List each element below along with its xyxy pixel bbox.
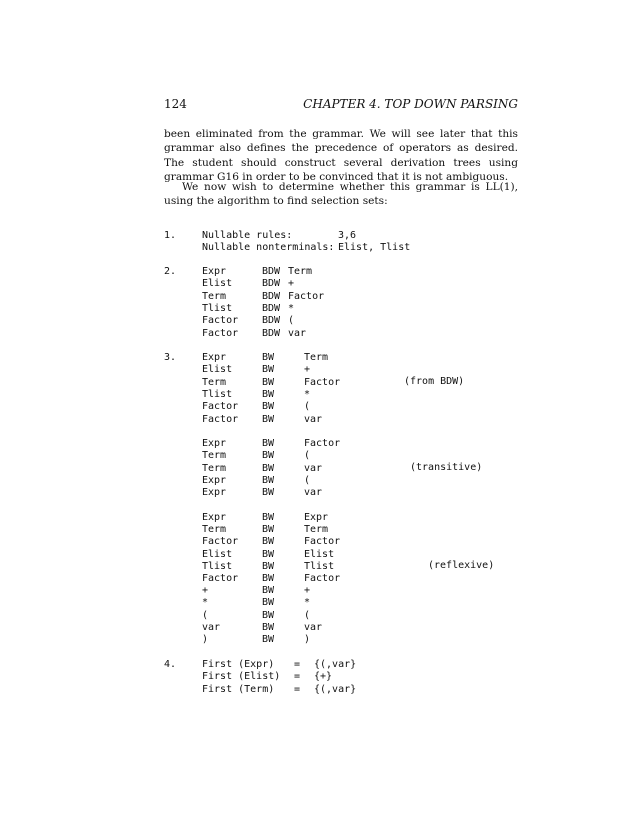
table-row-right: (	[304, 609, 311, 621]
table-row-right: var	[304, 462, 323, 474]
table-row-rel: BW	[262, 388, 275, 400]
table-row-rel: BW	[262, 438, 275, 449]
table-row-right: (	[304, 450, 311, 462]
table-row-right: +	[304, 585, 311, 597]
table-row-right: Factor	[304, 573, 341, 584]
table-row-rel: BDW	[262, 315, 281, 327]
table-row-left: Factor	[202, 536, 239, 548]
table-row-right: Expr	[304, 512, 329, 523]
table-row-rel: BW	[262, 621, 275, 633]
table-row-left: Factor	[202, 413, 239, 425]
nullable-rules-value: 3,6	[338, 230, 357, 241]
table-row-right: )	[304, 634, 311, 645]
table-row-rel: BW	[262, 609, 275, 621]
paragraph-1: been eliminated from the grammar. We will see later that this grammar also defines the precedence of operators as desired. The student should construct several derivation trees using grammar G16 in order to be convinced that it is not ambiguous.	[164, 128, 518, 184]
table-row-rel: =	[294, 683, 301, 695]
table-row-left: Tlist	[202, 302, 233, 314]
table-row-right: Term	[288, 266, 313, 277]
table-row-left: *	[202, 597, 209, 609]
table-row-rel: BW	[262, 413, 275, 425]
table-row-rel: BW	[262, 487, 275, 499]
table-row-rel: BW	[262, 548, 275, 560]
table-row-right: var	[304, 487, 323, 499]
table-row-right: Factor	[304, 536, 341, 548]
table-row-left: var	[202, 621, 221, 633]
table-row-rel: BDW	[262, 266, 281, 277]
table-row-left: Expr	[202, 438, 227, 449]
table-row-left: Tlist	[202, 560, 233, 572]
table-row-left: Expr	[202, 474, 227, 486]
nullable-rules-label: Nullable rules:	[202, 230, 293, 241]
table-row-rel: BW	[262, 634, 275, 645]
table-row-rel: BW	[262, 512, 275, 523]
step-4-number: 4.	[164, 659, 177, 670]
table-row-left: Elist	[202, 278, 233, 290]
table-row-right: var	[288, 327, 307, 339]
table-row-right: Tlist	[304, 560, 335, 572]
table-row-left: Term	[202, 376, 227, 388]
table-row-rel: BDW	[262, 327, 281, 339]
paragraph-2: We now wish to determine whether this grammar is LL(1), using the algorithm to find selection sets:	[164, 181, 518, 208]
step-3-number: 3.	[164, 352, 177, 363]
table-row-right: *	[304, 388, 311, 400]
chapter-title: CHAPTER 4. TOP DOWN PARSING	[303, 97, 518, 111]
table-row-right: Term	[304, 352, 329, 363]
table-row-left: Expr	[202, 352, 227, 363]
table-row-rel: BW	[262, 474, 275, 486]
table-row-left: Expr	[202, 512, 227, 523]
table-row-right: {+}	[314, 671, 333, 683]
table-row-right: +	[304, 364, 311, 376]
table-row-rel: BW	[262, 597, 275, 609]
table-row-left: Expr	[202, 487, 227, 499]
table-row-rel: =	[294, 659, 301, 670]
table-row-left: Term	[202, 290, 227, 302]
transitive-note: (transitive)	[410, 462, 483, 473]
table-row-right: {(,var}	[314, 683, 357, 695]
table-row-left: +	[202, 585, 209, 597]
table-row-rel: BW	[262, 536, 275, 548]
table-row-rel: BW	[262, 560, 275, 572]
table-row-right: *	[288, 302, 295, 314]
table-row-rel: BW	[262, 462, 275, 474]
page-number: 124	[164, 97, 187, 111]
table-row-left: Factor	[202, 327, 239, 339]
table-row-right: Factor	[304, 376, 341, 388]
table-row-rel: BW	[262, 364, 275, 376]
table-row-rel: BW	[262, 352, 275, 363]
table-row-rel: BW	[262, 450, 275, 462]
table-row-rel: BW	[262, 573, 275, 584]
from-bdw-note: (from BDW)	[404, 376, 465, 387]
table-row-right: var	[304, 621, 323, 633]
table-row-left: Elist	[202, 548, 233, 560]
table-row-right: Factor	[288, 290, 325, 302]
table-row-right: Factor	[304, 438, 341, 449]
table-row-rel: BDW	[262, 302, 281, 314]
step-1-number: 1.	[164, 230, 177, 241]
nullable-nonterminals-label: Nullable nonterminals:	[202, 242, 335, 253]
table-row-right: Elist	[304, 548, 335, 560]
reflexive-note: (reflexive)	[428, 560, 495, 571]
table-row-right: {(,var}	[314, 659, 357, 670]
table-row-left: Term	[202, 450, 227, 462]
table-row-right: var	[304, 413, 323, 425]
table-row-rel: BDW	[262, 278, 281, 290]
table-row-left: Tlist	[202, 388, 233, 400]
table-row-left: First (Term)	[202, 683, 275, 695]
table-row-right: (	[304, 474, 311, 486]
table-row-rel: BW	[262, 585, 275, 597]
table-row-left: )	[202, 634, 209, 645]
table-row-rel: BW	[262, 524, 275, 536]
table-row-rel: BW	[262, 401, 275, 413]
table-row-right: (	[288, 315, 295, 327]
table-row-right: +	[288, 278, 295, 290]
table-row-right: Term	[304, 524, 329, 536]
table-row-rel: =	[294, 671, 301, 683]
table-row-left: (	[202, 609, 209, 621]
table-row-left: Term	[202, 524, 227, 536]
table-row-left: Expr	[202, 266, 227, 277]
table-row-left: First (Expr)	[202, 659, 275, 670]
table-row-rel: BDW	[262, 290, 281, 302]
nullable-nonterminals-value: Elist, Tlist	[338, 242, 411, 253]
table-row-right: (	[304, 401, 311, 413]
table-row-right: *	[304, 597, 311, 609]
table-row-left: Elist	[202, 364, 233, 376]
table-row-left: Factor	[202, 401, 239, 413]
table-row-left: Factor	[202, 315, 239, 327]
table-row-rel: BW	[262, 376, 275, 388]
table-row-left: Factor	[202, 573, 239, 584]
table-row-left: Term	[202, 462, 227, 474]
step-2-number: 2.	[164, 266, 177, 277]
table-row-left: First (Elist)	[202, 671, 281, 683]
